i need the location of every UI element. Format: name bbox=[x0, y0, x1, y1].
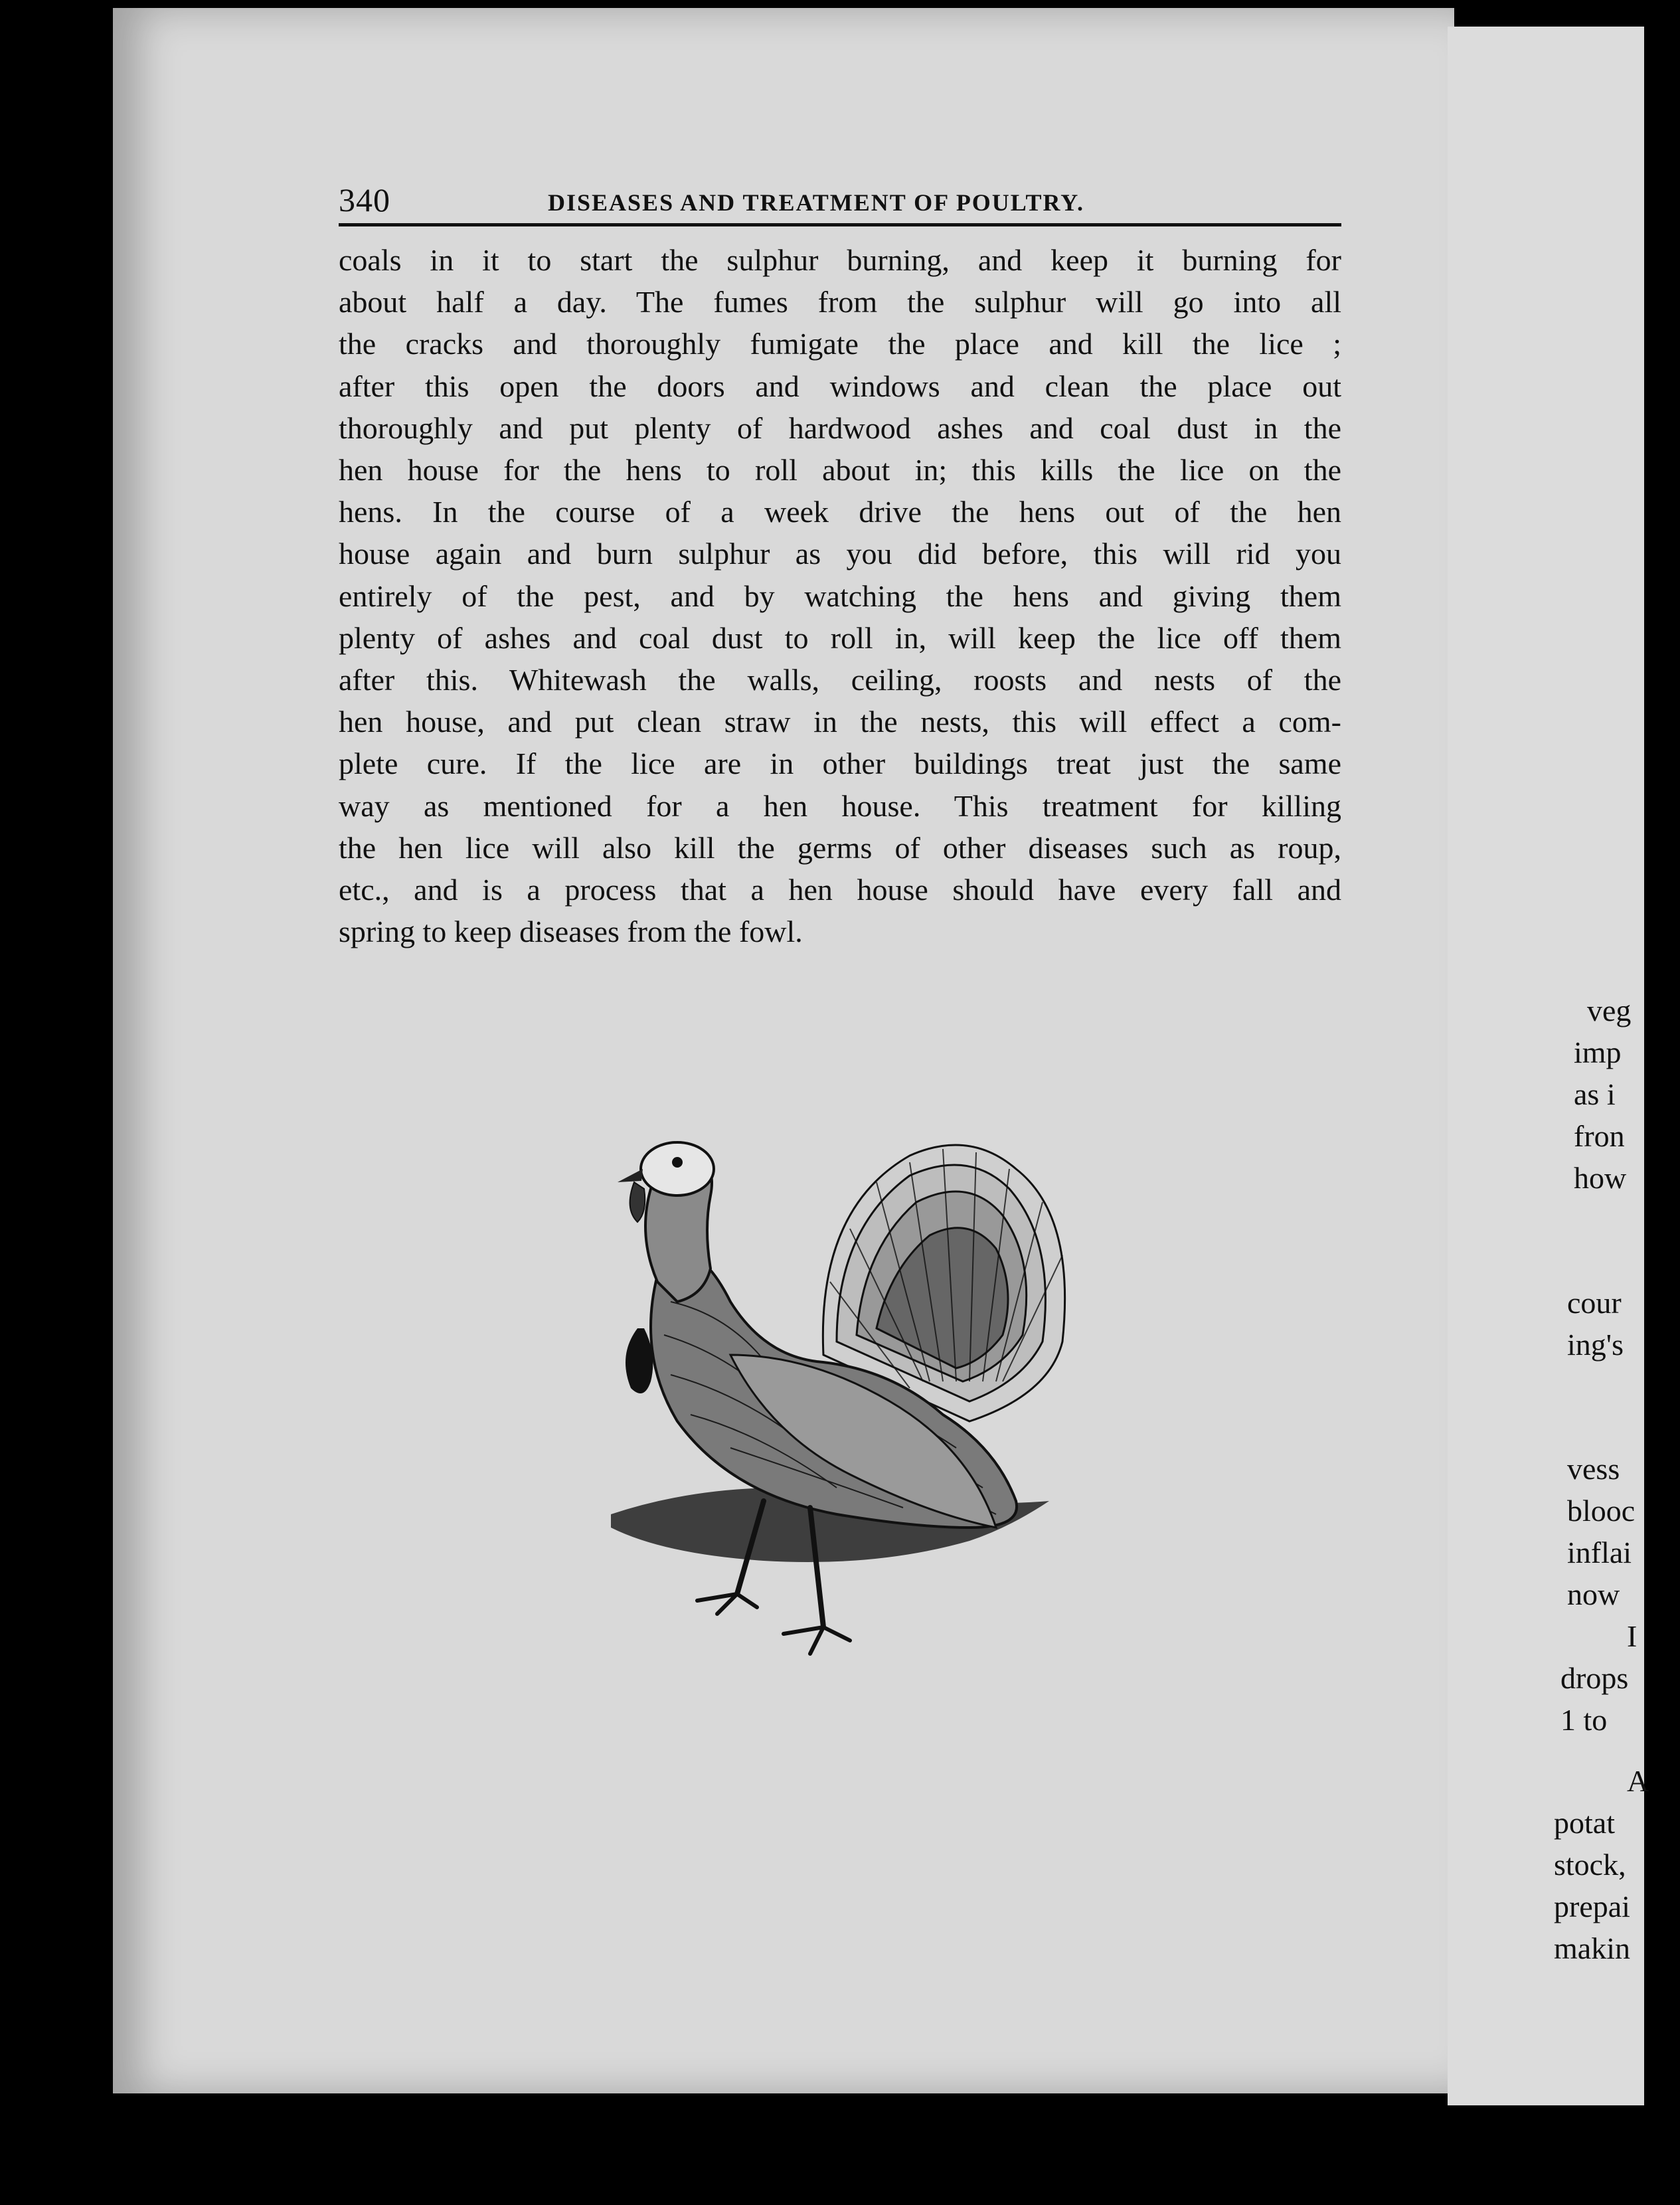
running-head: DISEASES AND TREATMENT OF POULTRY. bbox=[548, 189, 1084, 216]
text-line: coals in it to start the sulphur burning, and keep it burning for bbox=[339, 243, 1341, 277]
text-fragment: ing's bbox=[1567, 1328, 1624, 1362]
text-line: etc., and is a process that a hen house should have every fall and bbox=[339, 873, 1341, 907]
text-fragment: inflai bbox=[1567, 1536, 1632, 1569]
text-fragment: imp bbox=[1574, 1035, 1622, 1069]
text-fragment: blooc bbox=[1567, 1494, 1636, 1528]
text-fragment: vess bbox=[1567, 1452, 1620, 1486]
text-fragment: how bbox=[1574, 1161, 1627, 1195]
text-line: entirely of the pest, and by watching the hens and giving them bbox=[339, 578, 1341, 613]
text-fragment: as i bbox=[1574, 1077, 1616, 1111]
text-fragment: prepai bbox=[1554, 1890, 1630, 1923]
text-line: the hen lice will also kill the germs of other diseases such as roup, bbox=[339, 830, 1341, 865]
text-fragment: drops bbox=[1560, 1661, 1629, 1695]
text-line: about half a day. The fumes from the sulphur will go into all bbox=[339, 285, 1341, 319]
turkey-illustration bbox=[598, 1102, 1116, 1687]
text-line: after this open the doors and windows and clean the place out bbox=[339, 369, 1341, 403]
text-line: spring to keep diseases from the fowl. bbox=[339, 915, 803, 949]
text-fragment: potat bbox=[1554, 1806, 1615, 1840]
text-line: plenty of ashes and coal dust to roll in, will keep the lice off them bbox=[339, 620, 1341, 655]
header-rule bbox=[339, 223, 1341, 226]
text-line: hen house, and put clean straw in the nests, this will effect a com- bbox=[339, 705, 1341, 739]
text-fragment: 1 to bbox=[1560, 1703, 1608, 1737]
body-text bbox=[339, 239, 1341, 952]
text-line: the cracks and thoroughly fumigate the place and kill the lice ; bbox=[339, 327, 1341, 361]
text-line: hens. In the course of a week drive the hens out of the hen bbox=[339, 495, 1341, 529]
text-fragment: cour bbox=[1567, 1286, 1622, 1320]
text-line: way as mentioned for a hen house. This treatment for killing bbox=[339, 788, 1341, 823]
text-fragment: A bbox=[1627, 1764, 1649, 1798]
text-fragment: veg bbox=[1587, 994, 1632, 1027]
text-fragment: I bbox=[1627, 1619, 1638, 1653]
page-number: 340 bbox=[339, 181, 390, 219]
page-header bbox=[339, 174, 1341, 227]
text-line: plete cure. If the lice are in other buildings treat just the same bbox=[339, 747, 1341, 781]
text-line: house again and burn sulphur as you did before, this will rid you bbox=[339, 537, 1341, 571]
text-line: thoroughly and put plenty of hardwood ashes and coal dust in the bbox=[339, 410, 1341, 445]
text-line: after this. Whitewash the walls, ceiling, roosts and nests of the bbox=[339, 663, 1341, 697]
text-fragment: makin bbox=[1554, 1931, 1630, 1965]
text-line: hen house for the hens to roll about in; this kills the lice on the bbox=[339, 453, 1341, 487]
text-fragment: fron bbox=[1574, 1119, 1625, 1153]
text-fragment: stock, bbox=[1554, 1848, 1626, 1882]
text-fragment: now bbox=[1567, 1577, 1620, 1611]
